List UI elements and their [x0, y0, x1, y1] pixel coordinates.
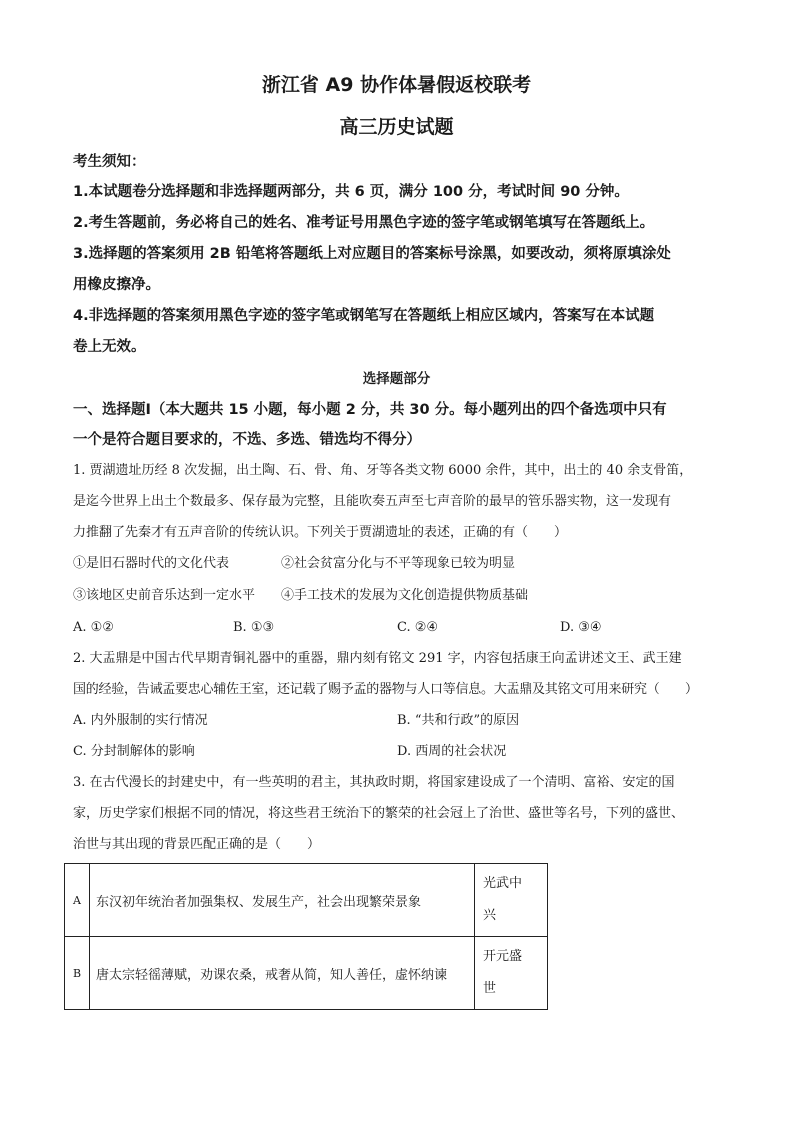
exam-subtitle: 高三历史试题: [339, 116, 454, 138]
option-d: D. ③④: [560, 620, 602, 635]
row-label: A: [65, 864, 90, 937]
question-3-text: 治世与其出现的背景匹配正确的是（ ）: [73, 837, 321, 852]
question-1-text: 力推翻了先秦才有五声音阶的传统认识。下列关于贾湖遗址的表述，正确的有（ ）: [73, 525, 568, 540]
matching-table: [64, 863, 548, 1010]
notice-item: 用橡皮擦净。: [73, 277, 160, 293]
notice-item: 2.考生答题前，务必将自己的姓名、准考证号用黑色字迹的签字笔或钢笔填写在答题纸上。: [73, 215, 655, 231]
question-2-text: 2. 大盂鼎是中国古代早期青铜礼器中的重器，鼎内刻有铭文 291 字，内容包括康王向孟讲述文王、武王建: [73, 651, 682, 666]
row-label: B: [65, 937, 90, 1010]
notice-item: 1.本试题卷分选择题和非选择题两部分，共 6 页，满分 100 分，考试时间 90 分钟。: [73, 184, 629, 200]
question-3-text: 3. 在古代漫长的封建史中，有一些英明的君主，其执政时期，将国家建设成了一个清明、富裕、安定的国: [73, 775, 675, 790]
statement-1: ①是旧石器时代的文化代表: [73, 556, 230, 571]
option-a: A. 内外服制的实行情况: [73, 713, 208, 728]
question-1-text: 是迄今世界上出土个数最多、保存最为完整，且能吹奏五声至七声音阶的最早的管乐器实物，这一发现有: [73, 494, 672, 509]
notice-item: 4.非选择题的答案须用黑色字迹的签字笔或钢笔写在答题纸上相应区域内，答案写在本试题: [73, 308, 655, 324]
table-row: [65, 937, 548, 1010]
notice-heading: 考生须知：: [73, 154, 146, 170]
question-1-text: 1. 贾湖遗址历经 8 次发掘，出土陶、石、骨、角、牙等各类文物 6000 余件，其中，出土的 40 余支骨笛，: [73, 463, 693, 478]
row-era: 开元盛 世: [475, 937, 548, 1010]
row-background: 唐太宗轻徭薄赋，劝课农桑，戒奢从简，知人善任，虚怀纳谏: [90, 937, 475, 1010]
row-background: 东汉初年统治者加强集权、发展生产，社会出现繁荣景象: [90, 864, 475, 937]
table-row: [65, 864, 548, 937]
option-b: B. “共和行政”的原因: [397, 713, 520, 728]
option-b: B. ①③: [233, 620, 275, 635]
question-3-text: 家，历史学家们根据不同的情况，将这些君王统治下的繁荣的社会冠上了治世、盛世等名号，下列的盛世、: [73, 806, 685, 821]
exam-title: 浙江省 A9 协作体暑假返校联考: [261, 74, 532, 96]
question-2-text: 国的经验，告诫孟要忠心辅佐王室，还记载了赐予孟的器物与人口等信息。大盂鼎及其铭文可用来研究（ ）: [73, 682, 698, 697]
option-d: D. 西周的社会状况: [397, 744, 507, 759]
option-c: C. 分封制解体的影响: [73, 744, 195, 759]
option-c: C. ②④: [397, 620, 439, 635]
row-era: 光武中 兴: [475, 864, 548, 937]
statement-4: ④手工技术的发展为文化创造提供物质基础: [281, 588, 529, 603]
notice-item: 3.选择题的答案须用 2B 铅笔将答题纸上对应题目的答案标号涂黑，如要改动，须将原填涂处: [73, 246, 671, 262]
section-title: 选择题部分: [362, 371, 431, 387]
option-a: A. ①②: [73, 620, 114, 635]
notice-item: 卷上无效。: [73, 339, 146, 355]
statement-3: ③该地区史前音乐达到一定水平: [73, 588, 256, 603]
statement-2: ②社会贫富分化与不平等现象已较为明显: [281, 556, 516, 571]
part-instruction: 一、选择题Ⅰ（本大题共 15 小题，每小题 2 分，共 30 分。每小题列出的四个备选项中只有: [73, 402, 667, 418]
part-instruction: 一个是符合题目要求的，不选、多选、错选均不得分）: [73, 432, 421, 448]
